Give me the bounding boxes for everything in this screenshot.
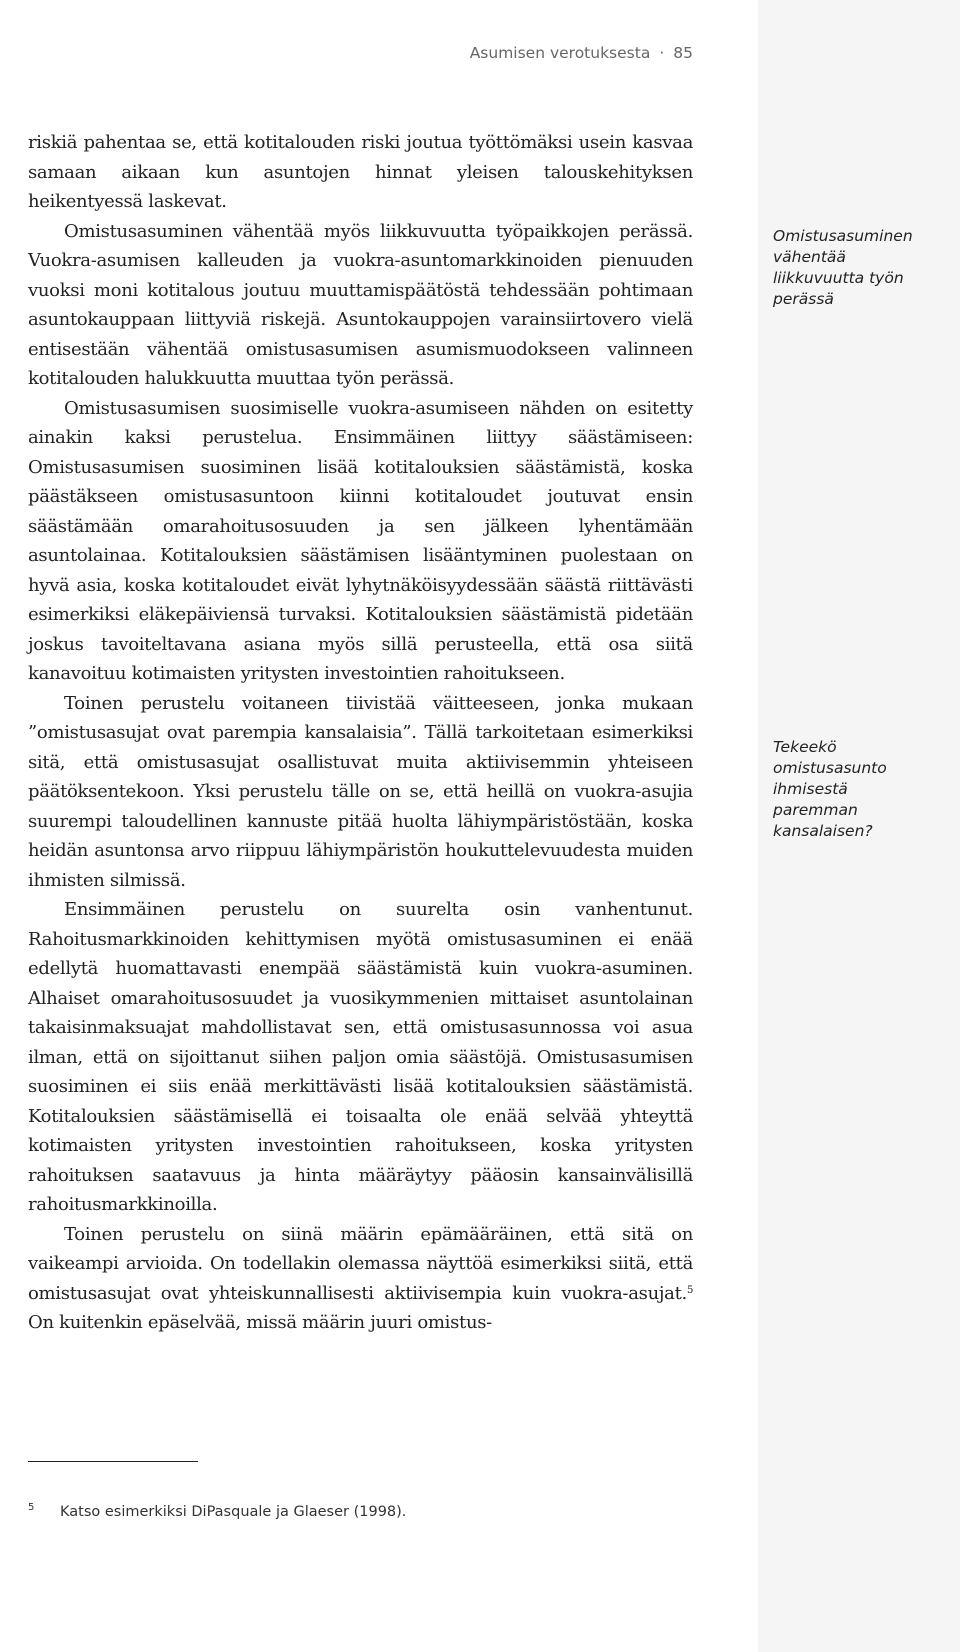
side-note-citizenship: Tekeekö omistusasunto ihmisestä paremman kansalaisen? (773, 738, 887, 840)
paragraph-5: Ensimmäinen perustelu on suurelta osin vanhentunut. Rahoitusmarkkinoiden kehittymisen myötä omistusasuminen ei enää edellytä huomattavasti enempää säästämistä kuin vuokra-asuminen. Alhaiset omarahoitusosuudet ja vuosikymmenien mittaiset asuntolainan takaisinmaksuajat mahdollistavat sen, että omistusasunnossa voi asua ilman, että on sijoittanut siihen paljon omia säästöjä. Omistusasumisen suosiminen ei siis enää merkittävästi lisää kotitalouksien säästämistä. Kotitalouksien säästämisellä ei toisaalta ole enää selvää yhteyttä kotimaisten yritysten investointien rahoitukseen, koska yritysten rahoituksen saatavuus ja hinta määräytyy pääosin kansainvälisillä rahoitusmarkkinoilla. (28, 899, 693, 1215)
paragraph-6 (28, 1220, 693, 1338)
footnote (28, 1502, 406, 1520)
running-head-separator: · (659, 44, 665, 62)
paragraph-4: Toinen perustelu voitaneen tiivistää väitteeseen, jonka mukaan ”omistusasujat ovat parempia kansalaisia”. Tällä tarkoitetaan esimerkiksi sitä, että omistusasujat osallistuvat muita aktiivisemmin yhteiseen päätöksentekoon. Yksi perustelu tälle on se, että heillä on vuokra-asujia suurempi taloudellinen kannuste pitää huolta lähiympäristöstään, koska heidän asuntonsa arvo riippuu lähiympäristön houkuttelevuudesta muiden ihmisten silmissä. (28, 692, 693, 891)
page-number: 85 (673, 44, 693, 62)
footnote-number: 5 (28, 1502, 35, 1513)
running-head-title: Asumisen verotuksesta (469, 44, 651, 62)
paragraph-6-text-after: On kuitenkin epäselvää, missä määrin juuri omistus- (28, 1312, 492, 1333)
paragraph-6-text-before: Toinen perustelu on siinä määrin epämääräinen, että sitä on vaikeampi arvioida. On todellakin olemassa näyttöä esimerkiksi siitä, että omistusasujat ovat yhteiskunnallisesti aktiivisempia kuin vuokra-asujat. (28, 1223, 693, 1304)
paragraph-2: Omistusasuminen vähentää myös liikkuvuutta työpaikkojen perässä. Vuokra-asumisen kalleuden ja vuokra-asuntomarkkinoiden pienuuden vuoksi moni kotitalous joutuu muuttamispäätöstä tehdessään pohtimaan asuntokauppaan liittyviä riskejä. Asuntokauppojen varainsiirtovero vielä entisestään vähentää omistusasumisen asumismuodokseen valinneen kotitalouden halukkuutta muuttaa työn perässä. (28, 220, 693, 389)
footnote-divider (28, 1461, 198, 1462)
footnote-text: Katso esimerkiksi DiPasquale ja Glaeser (1998). (60, 1504, 407, 1520)
paragraph-3: Omistusasumisen suosimiselle vuokra-asumiseen nähden on esitetty ainakin kaksi perustelua. Ensimmäinen liittyy säästämiseen: Omistusasumisen suosiminen lisää kotitalouksien säästämistä, koska päästäkseen omistusasuntoon kiinni kotitaloudet joutuvat ensin säästämään omarahoitusosuuden ja sen jälkeen lyhentämään asuntolainaa. Kotitalouksien säästämisen lisääntyminen puolestaan on hyvä asia, koska kotitaloudet eivät lyhytnäköisyydessään säästä riittävästi esimerkiksi eläkepäiviensä turvaksi. Kotitalouksien säästämistä pidetään joskus tavoiteltavana asiana myös sillä perusteella, että osa siitä kanavoituu kotimaisten yritysten investointien rahoitukseen. (28, 397, 693, 684)
running-head (470, 44, 693, 62)
side-note-mobility: Omistusasuminen vähentää liikkuvuutta työn perässä (773, 227, 913, 308)
footnote-reference[interactable]: 5 (686, 1284, 693, 1296)
body-text (28, 128, 693, 1338)
paragraph-1: riskiä pahentaa se, että kotitalouden riski joutua työttömäksi usein kasvaa samaan aikaan kun asuntojen hinnat yleisen talouskehityksen heikentyessä laskevat. (28, 132, 693, 212)
